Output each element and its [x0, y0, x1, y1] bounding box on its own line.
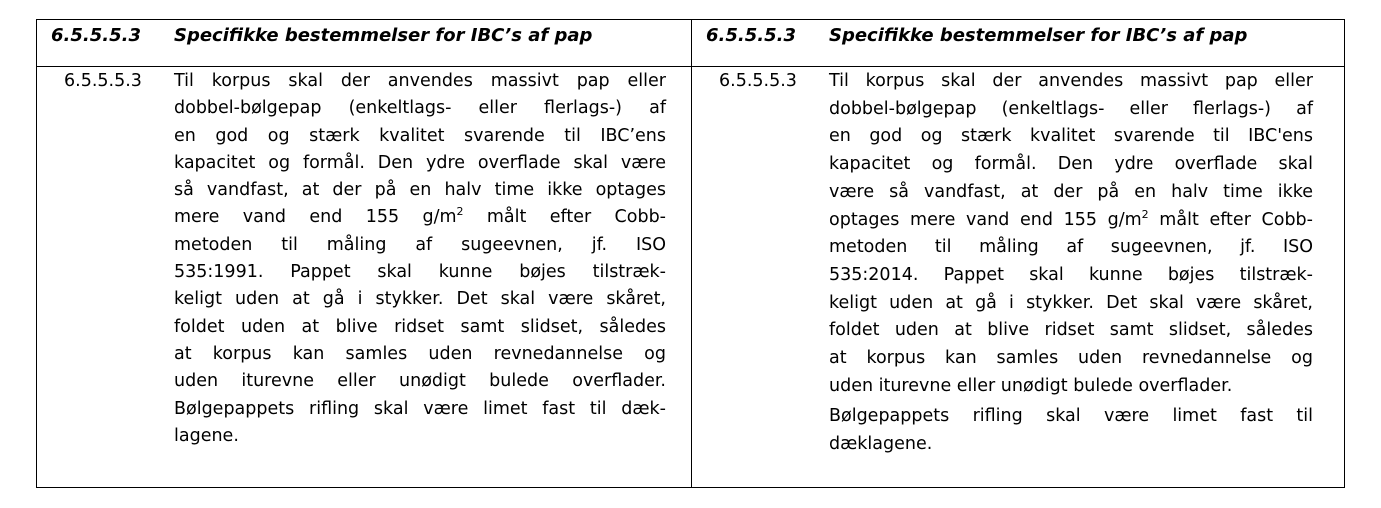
- left-body-number: 6.5.5.5.3: [64, 71, 142, 91]
- right-line-12: uden iturevne eller unødigt bulede overflader.: [829, 375, 1233, 396]
- right-line-6: [829, 207, 1313, 235]
- comparison-table: [36, 19, 1345, 488]
- right-superscript: 2: [1141, 207, 1149, 221]
- right-body-number: 6.5.5.5.3: [719, 71, 797, 91]
- right-line-4: kapacitet og formål. Den ydre overflade skal: [829, 154, 1313, 175]
- left-line-12: uden iturevne eller unødigt bulede overflader.: [174, 371, 666, 392]
- left-line-5: så vandfast, at der på en halv time ikke optages: [174, 180, 666, 201]
- left-header-number: 6.5.5.5.3: [51, 25, 141, 46]
- left-line-8: 535:1991. Pappet skal kunne bøjes tilstræk-: [174, 262, 666, 283]
- right-line-8: 535:2014. Pappet skal kunne bøjes tilstræk-: [829, 264, 1313, 285]
- left-line-6: [174, 204, 666, 231]
- left-line-10: foldet uden at blive ridset samt slidset, således: [174, 316, 666, 337]
- right-line-3: en god og stærk kvalitet svarende til IBC'ens: [829, 126, 1313, 147]
- left-line-2: dobbel-bølgepap (enkeltlags- eller flerlags-) af: [174, 98, 666, 119]
- left-column: [37, 20, 691, 487]
- right-body-text: [829, 68, 1313, 459]
- left-superscript: 2: [456, 205, 464, 219]
- right-header-title: Specifikke bestemmelser for IBC’s af pap: [829, 25, 1248, 46]
- right-line-10: foldet uden at blive ridset samt slidset, således: [829, 320, 1313, 341]
- left-line-9: keligt uden at gå i stykker. Det skal være skåret,: [174, 289, 666, 310]
- left-line-6-head: mere vand end 155 g/m: [174, 207, 457, 228]
- right-line-6-tail: målt efter Cobb-: [1148, 209, 1313, 230]
- left-line-6-tail: målt efter Cobb-: [463, 207, 666, 228]
- right-line-6-head: optages mere vand end 155 g/m: [829, 209, 1142, 230]
- left-line-11: at korpus kan samles uden revnedannelse og: [174, 343, 666, 364]
- left-header-title: Specifikke bestemmelser for IBC’s af pap: [174, 25, 593, 46]
- left-line-7: metoden til måling af sugeevnen, jf. ISO: [174, 234, 666, 255]
- left-body-text: [174, 68, 666, 450]
- right-line-14: dæklagene.: [829, 434, 933, 455]
- right-header-number: 6.5.5.5.3: [706, 25, 796, 46]
- left-line-13: Bølgepappets rifling skal være limet fast til dæk-: [174, 398, 666, 419]
- right-line-9: keligt uden at gå i stykker. Det skal være skåret,: [829, 292, 1313, 313]
- right-line-2: dobbel-bølgepap (enkeltlags- eller flerlags-) af: [829, 98, 1313, 119]
- left-line-14: lagene.: [174, 425, 239, 446]
- left-line-4: kapacitet og formål. Den ydre overflade skal være: [174, 152, 666, 173]
- right-column: [692, 20, 1346, 487]
- right-line-7: metoden til måling af sugeevnen, jf. ISO: [829, 237, 1313, 258]
- right-line-13: Bølgepappets rifling skal være limet fast til: [829, 406, 1313, 427]
- right-line-11: at korpus kan samles uden revnedannelse og: [829, 348, 1313, 369]
- left-line-3: en god og stærk kvalitet svarende til IBC’ens: [174, 125, 666, 146]
- right-line-1: Til korpus skal der anvendes massivt pap eller: [829, 71, 1313, 91]
- right-line-5: være så vandfast, at der på en halv time ikke: [829, 181, 1313, 202]
- left-line-1: Til korpus skal der anvendes massivt pap eller: [174, 71, 666, 91]
